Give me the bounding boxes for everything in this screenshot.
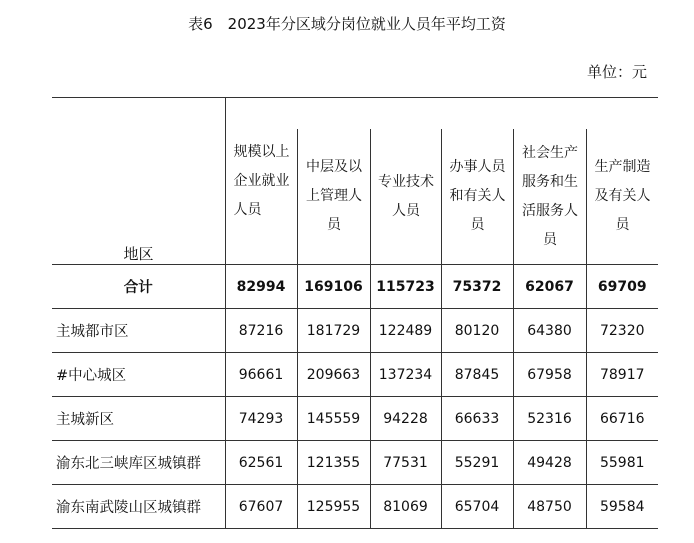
column-header-line: 人员	[233, 201, 262, 218]
column-header-line: 员	[615, 217, 630, 233]
table-cell: 66716	[586, 397, 658, 441]
table-cell: 49428	[513, 441, 586, 485]
column-header-line: 及有关人	[594, 188, 651, 204]
table-cell: 145559	[297, 397, 370, 441]
row-label: 主城新区	[52, 397, 225, 441]
column-header-line: 中层及以	[306, 159, 362, 175]
table-row	[52, 397, 658, 441]
column-header-line: 上管理人	[306, 188, 362, 204]
table-cell: 67958	[513, 353, 586, 397]
table-cell: 78917	[586, 353, 658, 397]
column-header	[441, 98, 513, 265]
table-cell: 87845	[441, 353, 513, 397]
table-cell: 115723	[370, 265, 441, 309]
table-cell: 69709	[586, 265, 658, 309]
table-cell: 169106	[297, 265, 370, 309]
table-cell: 77531	[370, 441, 441, 485]
table-cell: 87216	[225, 309, 297, 353]
table-cell: 52316	[513, 397, 586, 441]
row-label: 渝东北三峡库区城镇群	[52, 441, 225, 485]
column-header	[225, 98, 297, 265]
table-cell: 62561	[225, 441, 297, 485]
table-cell: 55981	[586, 441, 658, 485]
column-header-line: 规模以上	[233, 143, 290, 160]
column-header-line: 人员	[392, 202, 420, 219]
column-header-line: 办事人员	[449, 159, 506, 175]
total-row	[52, 265, 658, 309]
table-cell: 55291	[441, 441, 513, 485]
table-cell: 59584	[586, 485, 658, 529]
table-cell: 122489	[370, 309, 441, 353]
table-cell: 81069	[370, 485, 441, 529]
table-title: 表6 2023年分区域分岗位就业人员年平均工资	[188, 15, 506, 33]
row-label: 主城都市区	[52, 309, 225, 353]
column-header-line: 员	[327, 217, 341, 233]
column-header	[370, 98, 441, 265]
row-label: 渝东南武陵山区城镇群	[52, 485, 225, 529]
table-cell: 181729	[297, 309, 370, 353]
table-cell: 82994	[225, 265, 297, 309]
table-header-row	[52, 98, 658, 265]
table-cell: 94228	[370, 397, 441, 441]
table-cell: 64380	[513, 309, 586, 353]
table-cell: 74293	[225, 397, 297, 441]
table-cell: 96661	[225, 353, 297, 397]
table-cell: 48750	[513, 485, 586, 529]
row-label: 合计	[52, 265, 225, 309]
table-cell: 62067	[513, 265, 586, 309]
table-row	[52, 309, 658, 353]
table-row	[52, 353, 658, 397]
table-cell: 65704	[441, 485, 513, 529]
column-header	[586, 98, 658, 265]
column-header-line: 员	[543, 231, 557, 248]
table-cell: 137234	[370, 353, 441, 397]
table-cell: 125955	[297, 485, 370, 529]
column-header-line: 活服务人	[522, 202, 578, 219]
column-header	[297, 98, 370, 265]
row-label: #中心城区	[52, 353, 225, 397]
table-cell: 80120	[441, 309, 513, 353]
table-cell: 75372	[441, 265, 513, 309]
region-column-header: 地区	[52, 98, 225, 265]
table-row	[52, 485, 658, 529]
column-header-line: 和有关人	[449, 188, 506, 204]
column-header-line: 社会生产	[522, 144, 578, 161]
column-header-line: 专业技术	[378, 173, 434, 190]
unit-label: 单位：元	[586, 63, 647, 81]
wage-table	[52, 97, 658, 529]
table-cell: 72320	[586, 309, 658, 353]
table-cell: 121355	[297, 441, 370, 485]
table-row	[52, 441, 658, 485]
column-header-line: 企业就业	[233, 172, 290, 189]
column-header	[513, 98, 586, 265]
column-header-line: 服务和生	[522, 173, 578, 190]
table-cell: 209663	[297, 353, 370, 397]
column-header-line: 生产制造	[594, 159, 651, 175]
table-cell: 66633	[441, 397, 513, 441]
column-header-line: 员	[470, 217, 485, 233]
table-cell: 67607	[225, 485, 297, 529]
